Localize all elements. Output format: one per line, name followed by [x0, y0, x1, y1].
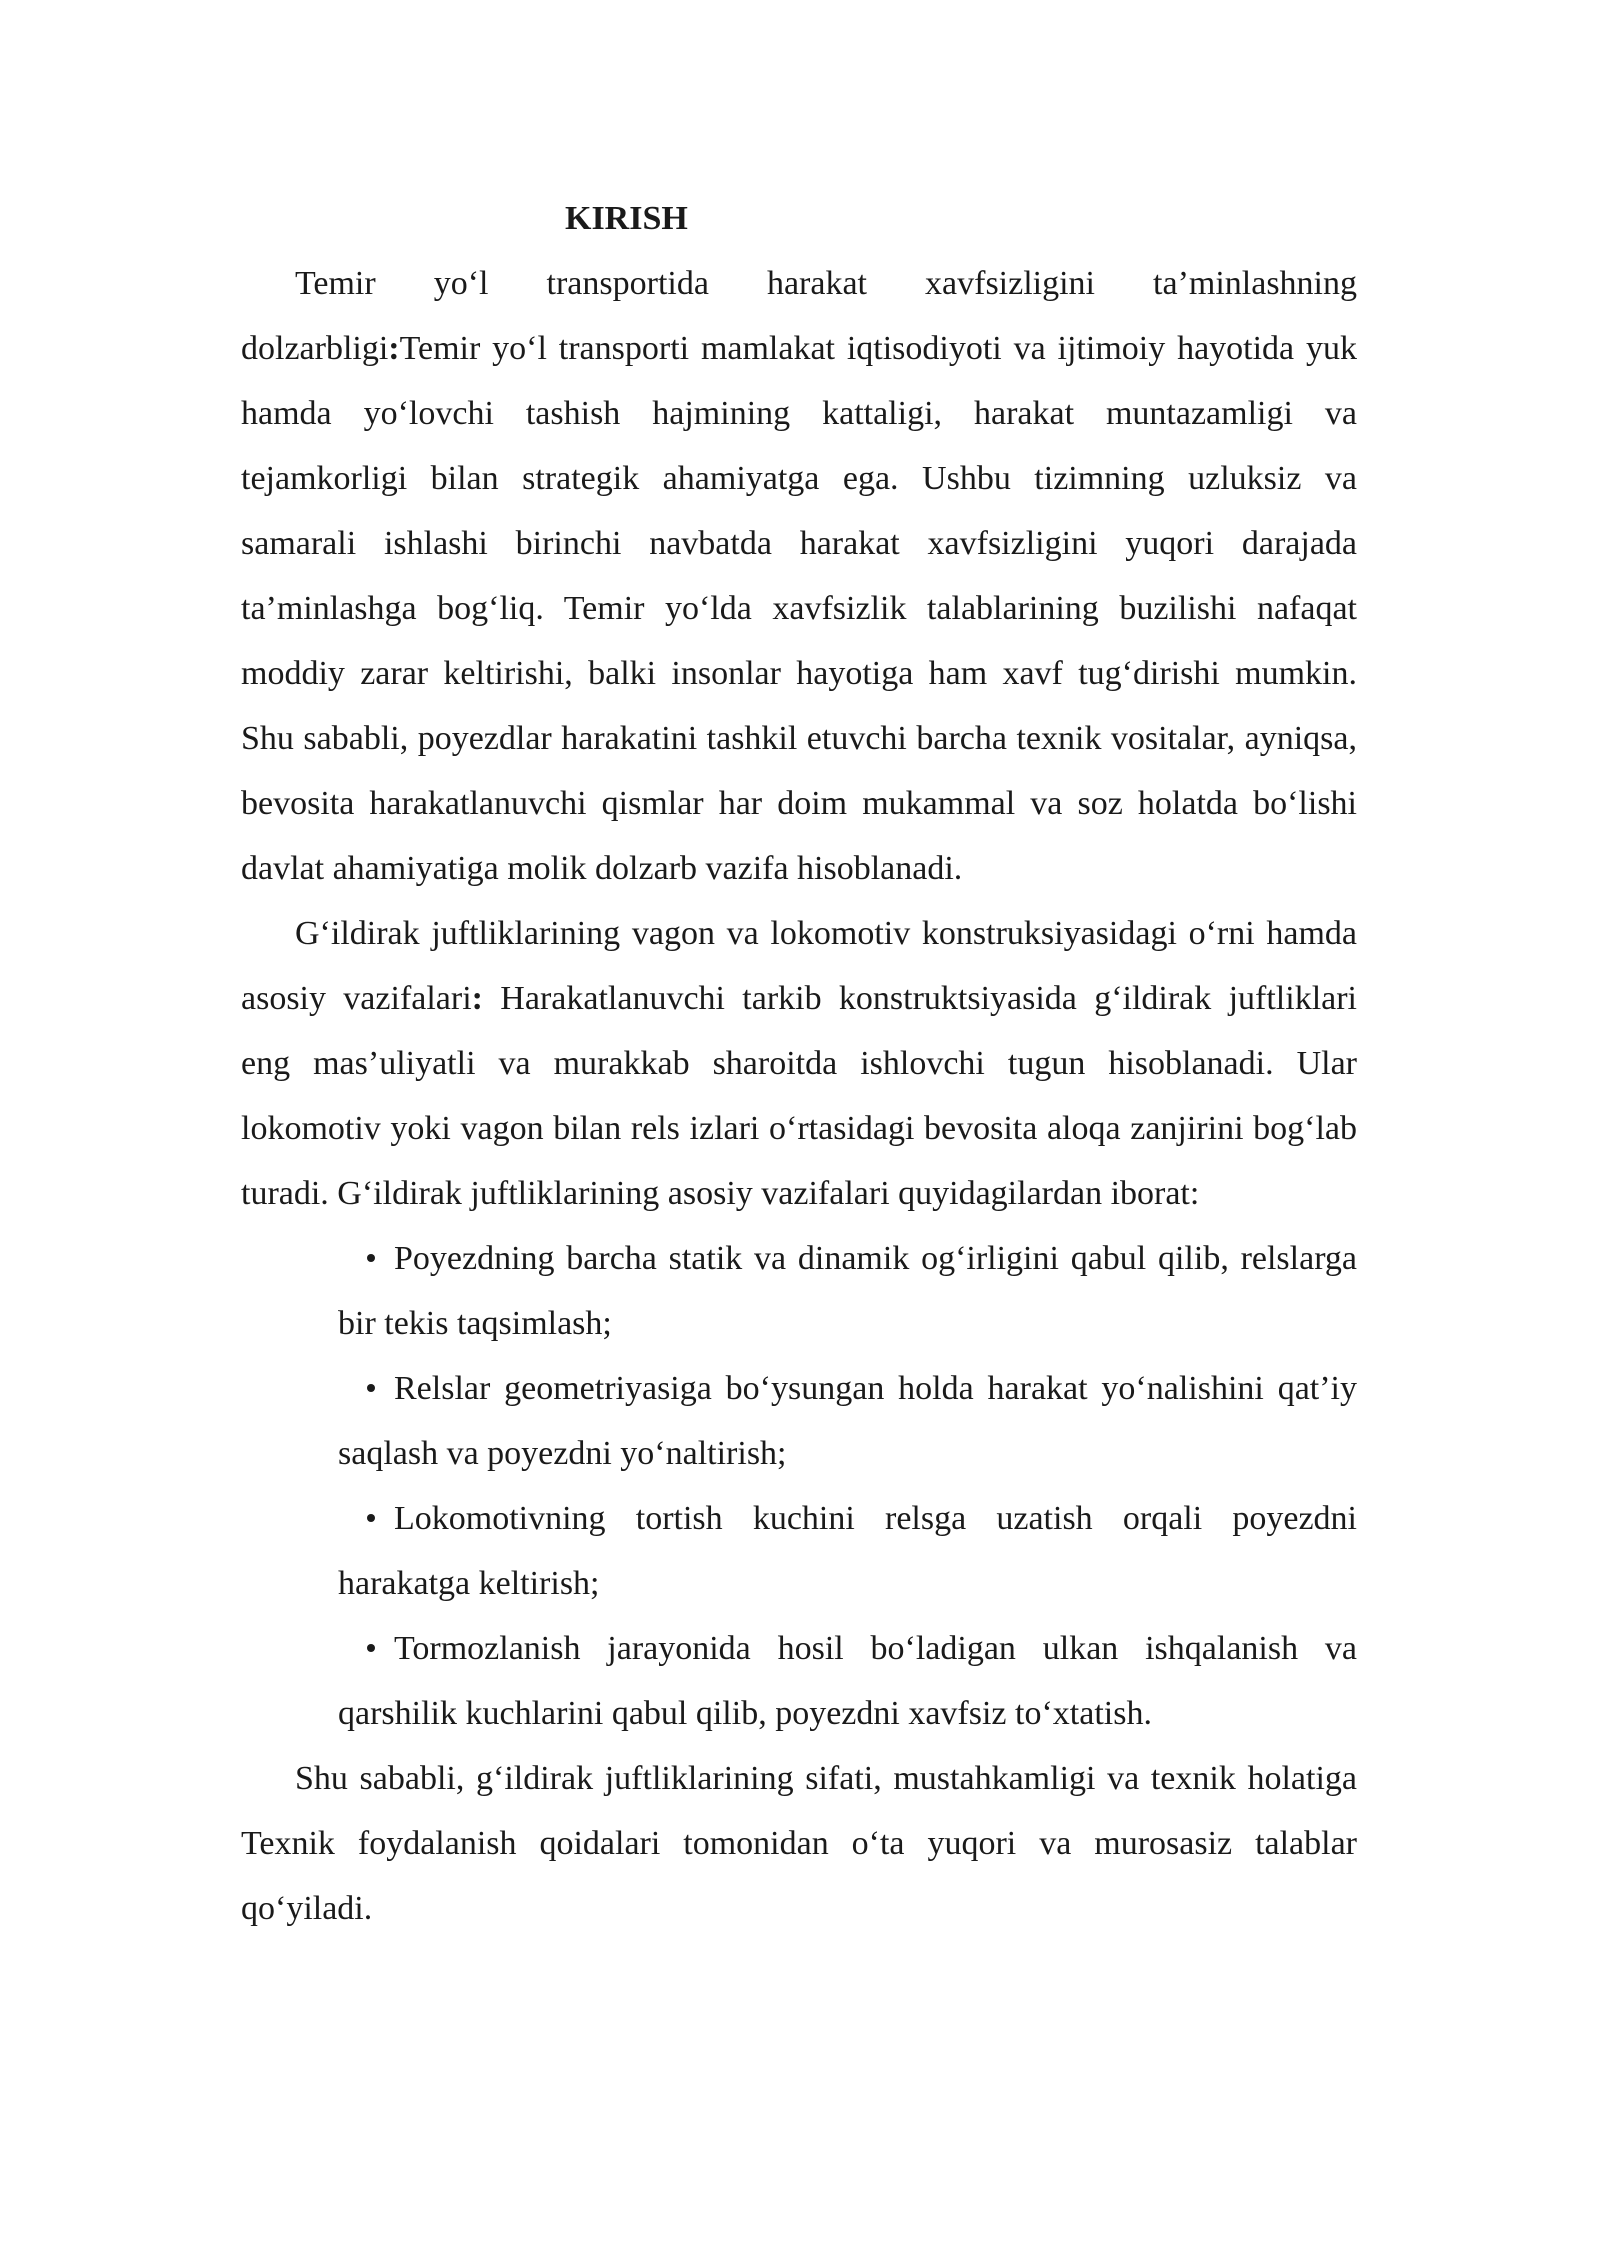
page-title: KIRISH [565, 200, 688, 237]
list-item-text: Tormozlanish jarayonida hosil bo‘ladigan ulkan ishqalanish va qarshilik kuchlarini qabul qilib, poyezdni xavfsiz to‘xtatish. [338, 1630, 1357, 1732]
paragraph-body-text: Temir yo‘l transporti mamlakat iqtisodiyoti va ijtimoiy hayotida yuk hamda yo‘lovchi tashish hajmining kattaligi, harakat muntazamligi va tejamkorligi bilan strategik ahamiyatga ega. Ushbu tizimning uzluksiz va samarali ishlashi birinchi navbatda harakat xavfsizligini yuqori darajada ta’minlashga bog‘liq. Temir yo‘lda xavfsizlik talablarining buzilishi nafaqat moddiy zarar keltirishi, balki insonlar hayotiga ham xavf tug‘dirishi mumkin. Shu sababli, poyezdlar harakatini tashkil etuvchi barcha texnik vositalar, ayniqsa, bevosita harakatlanuvchi qismlar har doim mukammal va soz holatda bo‘lishi davlat ahamiyatiga molik dolzarb vazifa hisoblanadi. [241, 330, 1357, 887]
bold-colon: : [388, 330, 400, 367]
paragraph-relevance [241, 251, 1357, 901]
bullet-icon [356, 1616, 394, 1681]
bullet-icon [356, 1226, 394, 1291]
bold-colon: : [471, 980, 483, 1017]
list-item-text: Relslar geometriyasiga bo‘ysungan holda harakat yo‘nalishini qat’iy saqlash va poyezdni yo‘naltirish; [338, 1370, 1357, 1472]
paragraph-lead-text: Temir yo‘l transportida harakat xavfsizligini ta’minlashning dolzarbligi [241, 265, 1357, 367]
bullet-icon [356, 1356, 394, 1421]
list-item-text: Poyezdning barcha statik va dinamik og‘irligini qabul qilib, relslarga bir tekis taqsimlash; [338, 1240, 1357, 1342]
paragraph-wheelsets [241, 901, 1357, 1226]
list-item [241, 1616, 1357, 1746]
paragraph-conclusion: Shu sababli, g‘ildirak juftliklarining sifati, mustahkamligi va texnik holatiga Texnik foydalanish qoidalari tomonidan o‘ta yuqori va murosasiz talablar qo‘yiladi. [241, 1760, 1357, 1927]
paragraph-body-text: Harakatlanuvchi tarkib konstruktsiyasida g‘ildirak juftliklari eng mas’uliyatli va murakkab sharoitda ishlovchi tugun hisoblanadi. Ular lokomotiv yoki vagon bilan rels izlari o‘rtasidagi bevosita aloqa zanjirini bog‘lab turadi. G‘ildirak juftliklarining asosiy vazifalari quyidagilardan iborat: [241, 980, 1357, 1212]
document-body [241, 186, 1357, 1941]
list-item [241, 1486, 1357, 1616]
functions-list [241, 1226, 1357, 1746]
list-item [241, 1226, 1357, 1356]
list-item-text: Lokomotivning tortish kuchini relsga uzatish orqali poyezdni harakatga keltirish; [338, 1500, 1357, 1602]
bullet-icon [356, 1486, 394, 1551]
paragraph-lead-text: G‘ildirak juftliklarining vagon va lokomotiv konstruksiyasidagi o‘rni hamda asosiy vazifalari [241, 915, 1357, 1017]
list-item [241, 1356, 1357, 1486]
